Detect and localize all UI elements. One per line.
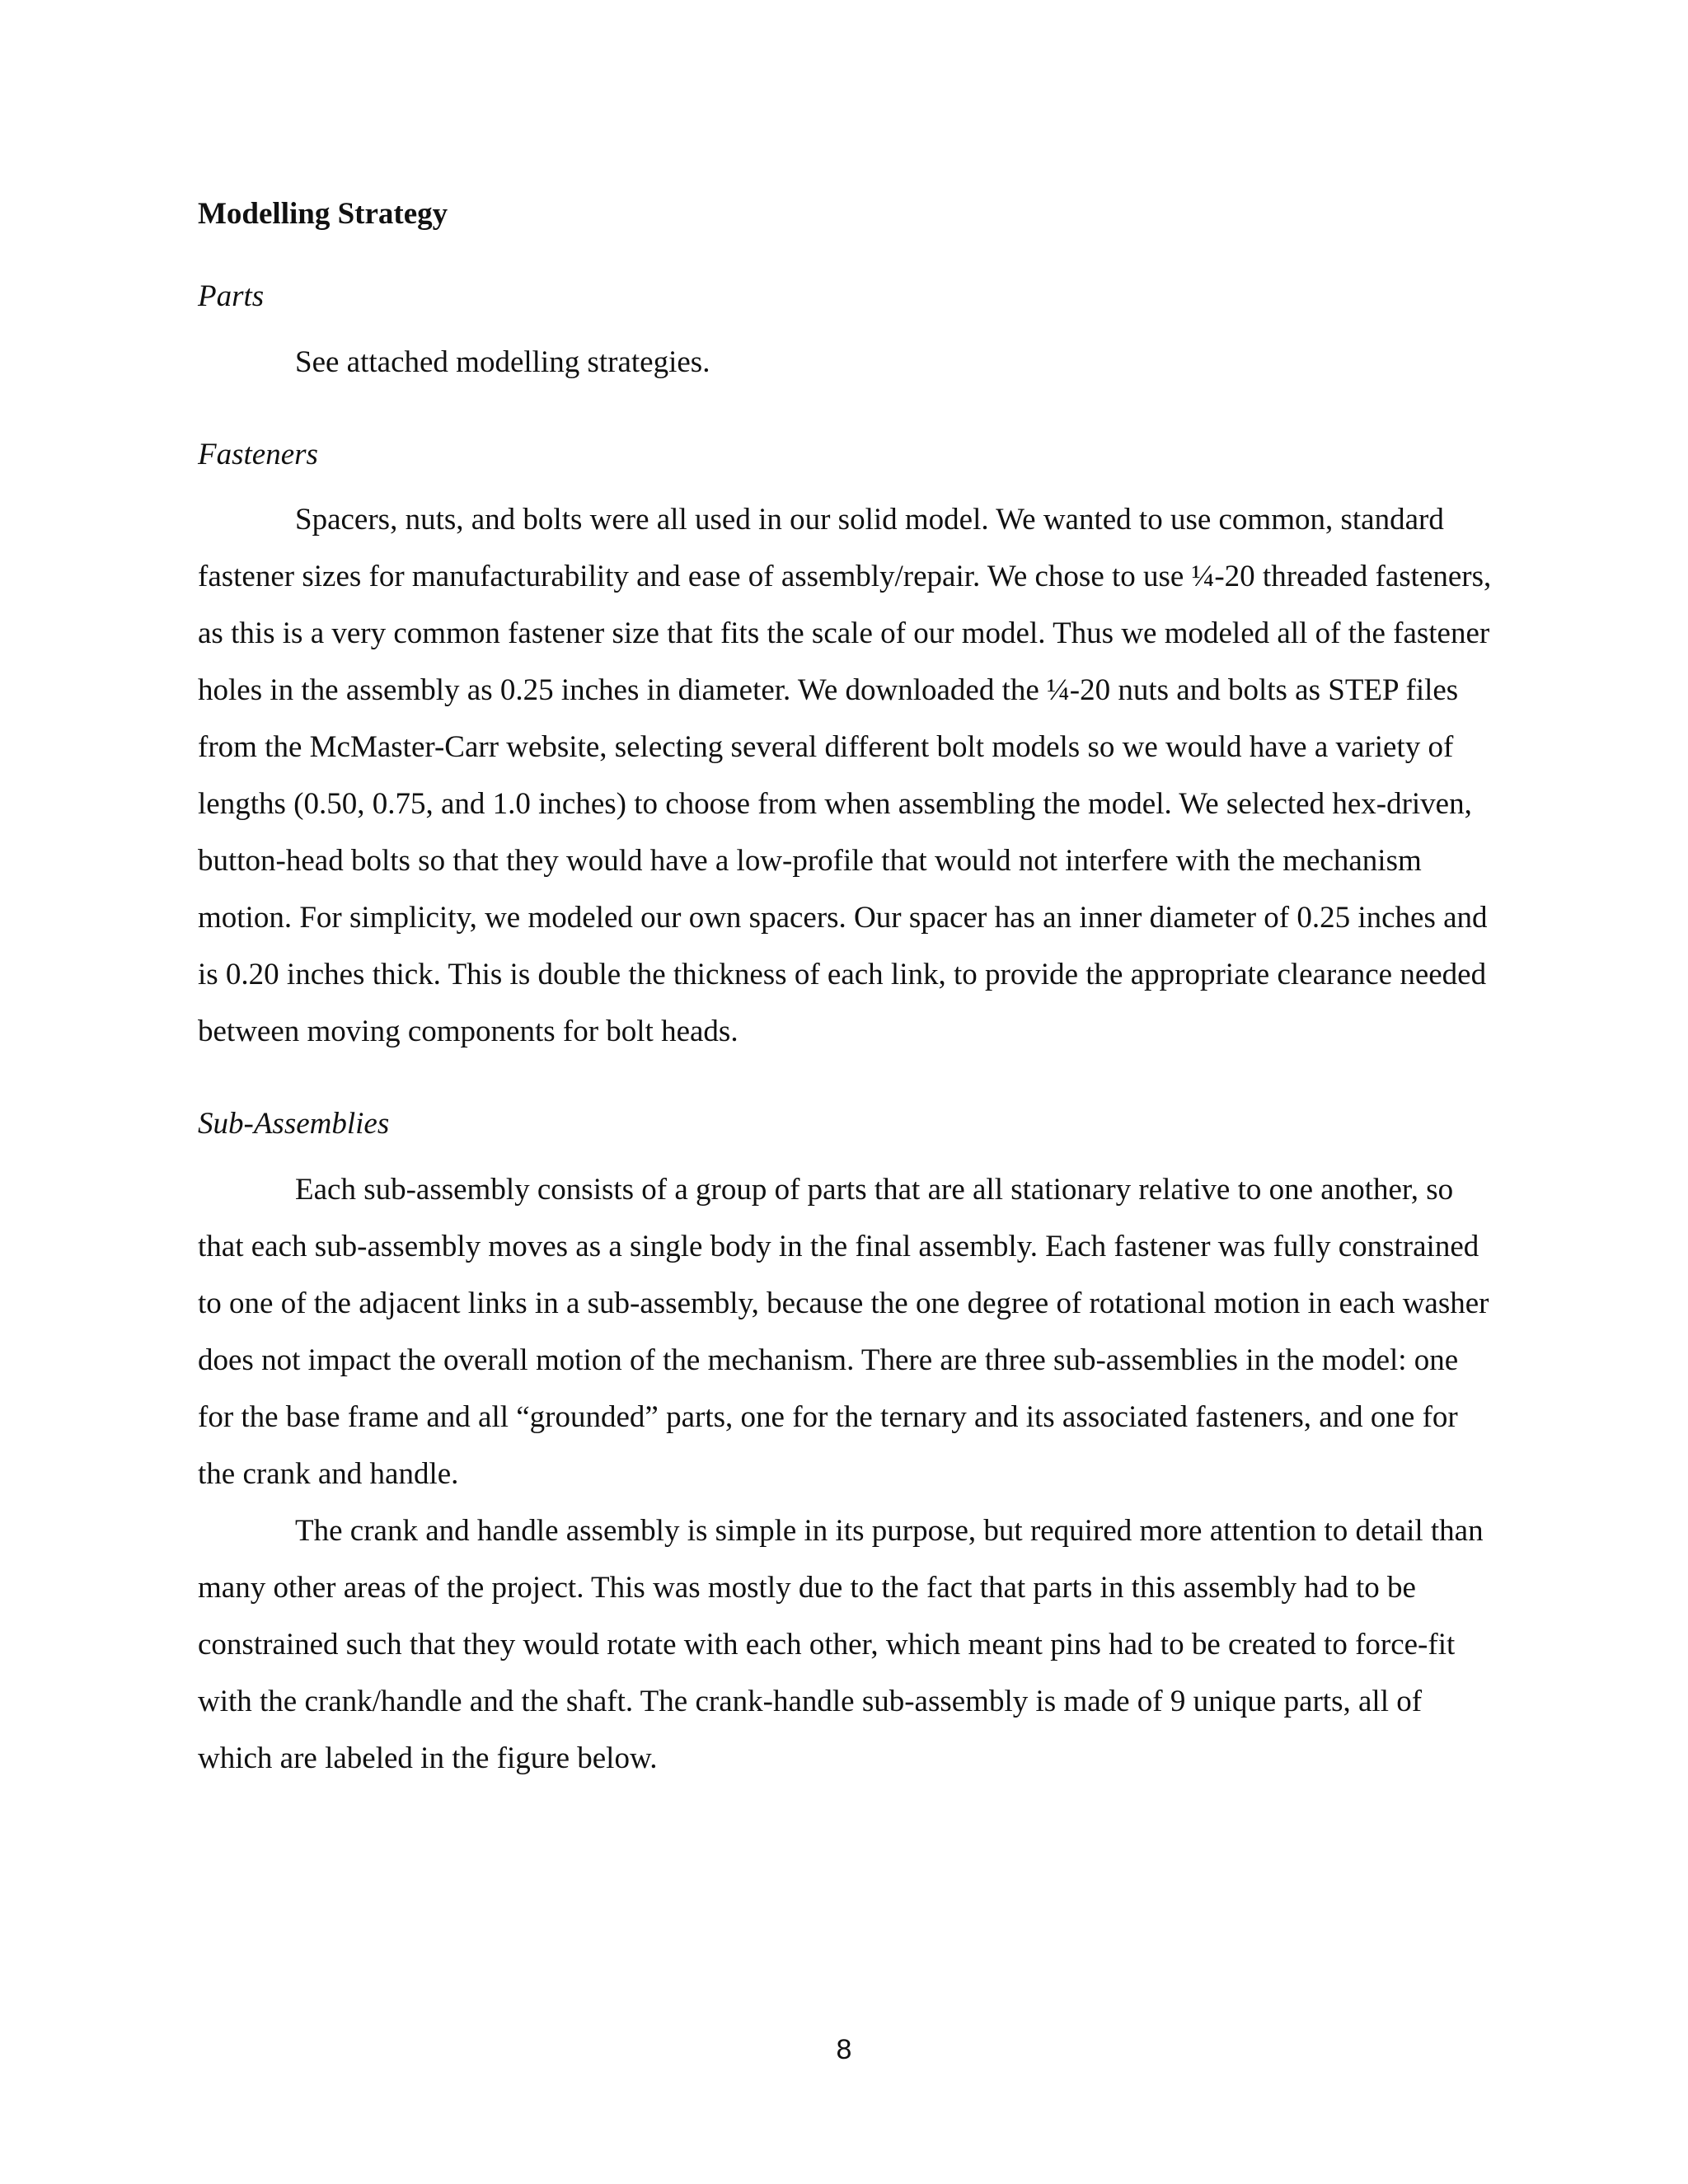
section-sub-assemblies <box>198 1106 1500 1786</box>
page-number: 8 <box>836 2034 852 2065</box>
page-title: Modelling Strategy <box>198 197 448 231</box>
paragraph-sub-assemblies-1: Each sub-assembly consists of a group of parts that are all stationary relative to one another, so that each sub-assembly moves as a single body in the final assembly. Each fastener was fully constrained to one of the adjacent links in a sub-assembly, because the one degree of rotational motion in each washer does not impact the overall motion of the mechanism. There are three sub-assemblies in the model: one for the base frame and all “grounded” parts, one for the ternary and its associated fasteners, and one for the crank and handle. <box>198 1172 1489 1491</box>
paragraph-sub-assemblies-2: The crank and handle assembly is simple in its purpose, but required more attention to detail than many other areas of the project. This was mostly due to the fact that parts in this assembly had to be constrained such that they would rotate with each other, which meant pins had to be created to force-fit with the crank/handle and the shaft. The crank-handle sub-assembly is made of 9 unique parts, all of which are labeled in the figure below. <box>198 1513 1484 1775</box>
paragraph-fasteners: Spacers, nuts, and bolts were all used in our solid model. We wanted to use common, standard fastener sizes for manufacturability and ease of assembly/repair. We chose to use ¼-20 threaded fasteners, as this is a very common fastener size that fits the scale of our model. Thus we modeled all of the fastener holes in the assembly as 0.25 inches in diameter. We downloaded the ¼-20 nuts and bolts as STEP files from the McMaster-Carr website, selecting several different bolt models so we would have a variety of lengths (0.50, 0.75, and 1.0 inches) to choose from when assembling the model. We selected hex-driven, button-head bolts so that they would have a low-profile that would not interfere with the mechanism motion. For simplicity, we modeled our own spacers. Our spacer has an inner diameter of 0.25 inches and is 0.20 inches thick. This is double the thickness of each link, to provide the appropriate clearance needed between moving components for bolt heads. <box>198 503 1492 1049</box>
document-page <box>198 196 1500 1833</box>
paragraph-parts: See attached modelling strategies. <box>295 344 710 379</box>
section-fasteners <box>198 437 1500 1060</box>
section-heading-fasteners: Fasteners <box>198 437 318 471</box>
section-heading-parts: Parts <box>198 279 265 314</box>
section-heading-sub-assemblies: Sub-Assemblies <box>198 1107 390 1141</box>
section-parts <box>198 279 1500 390</box>
